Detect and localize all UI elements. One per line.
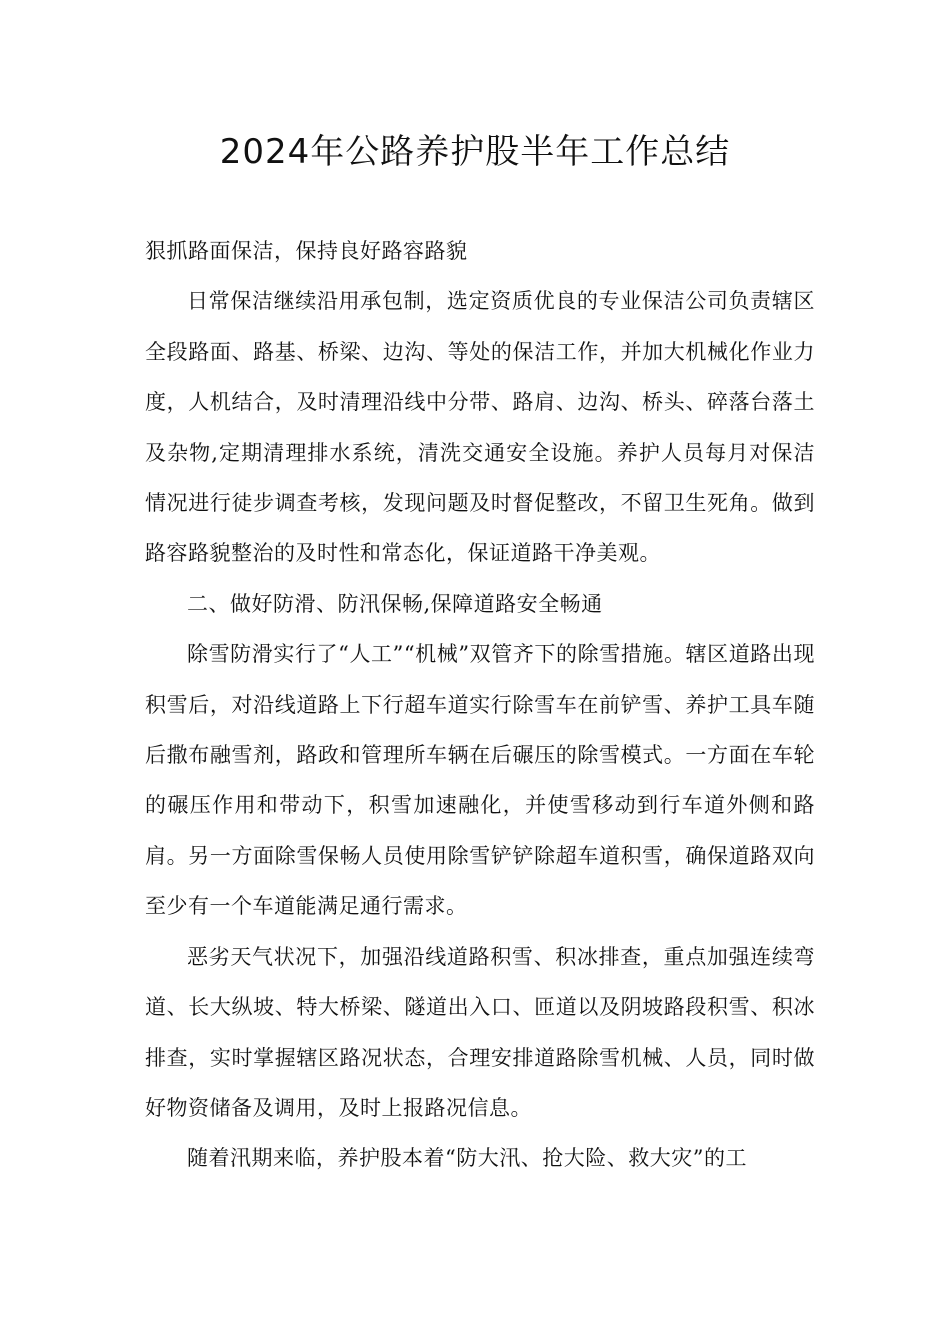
paragraph-daily-cleaning: 日常保洁继续沿用承包制，选定资质优良的专业保洁公司负责辖区全段路面、路基、桥梁、边沟、等处的保洁工作，并加大机械化作业力度，人机结合，及时清理沿线中分带、路肩、边沟、桥头、碎落台落土及杂物,定期清理排水系统，清洗交通安全设施。养护人员每月对保洁情况进行徒步调查考核，发现问题及时督促整改，不留卫生死角。做到路容路貌整治的及时性和常态化，保证道路干净美观。 [145, 289, 815, 566]
paragraph-snow-removal: 除雪防滑实行了“人工”“机械”双管齐下的除雪措施。辖区道路出现积雪后，对沿线道路上下行超车道实行除雪车在前铲雪、养护工具车随后撒布融雪剂，路政和管理所车辆在后碾压的除雪模式。一方面在车轮的碾压作用和带动下，积雪加速融化，并使雪移动到行车道外侧和路肩。另一方面除雪保畅人员使用除雪铲铲除超车道积雪，确保道路双向至少有一个车道能满足通行需求。 [145, 642, 815, 919]
paragraph-severe-weather: 恶劣天气状况下，加强沿线道路积雪、积冰排查，重点加强连续弯道、长大纵坡、特大桥梁、隧道出入口、匝道以及阴坡路段积雪、积冰排查，实时掌握辖区路况状态，合理安排道路除雪机械、人员，同时做好物资储备及调用，及时上报路况信息。 [145, 944, 815, 1120]
paragraph-flood-season: 随着汛期来临，养护股本着“防大汛、抢大险、救大灾”的工 [187, 1146, 747, 1171]
document-title: 2024年公路养护股半年工作总结 [219, 132, 731, 172]
document-body [145, 226, 815, 1184]
section-heading-road-cleaning: 狠抓路面保洁，保持良好路容路貌 [145, 239, 468, 263]
section-heading-anti-skid-flood: 二、做好防滑、防汛保畅,保障道路安全畅通 [187, 591, 603, 616]
